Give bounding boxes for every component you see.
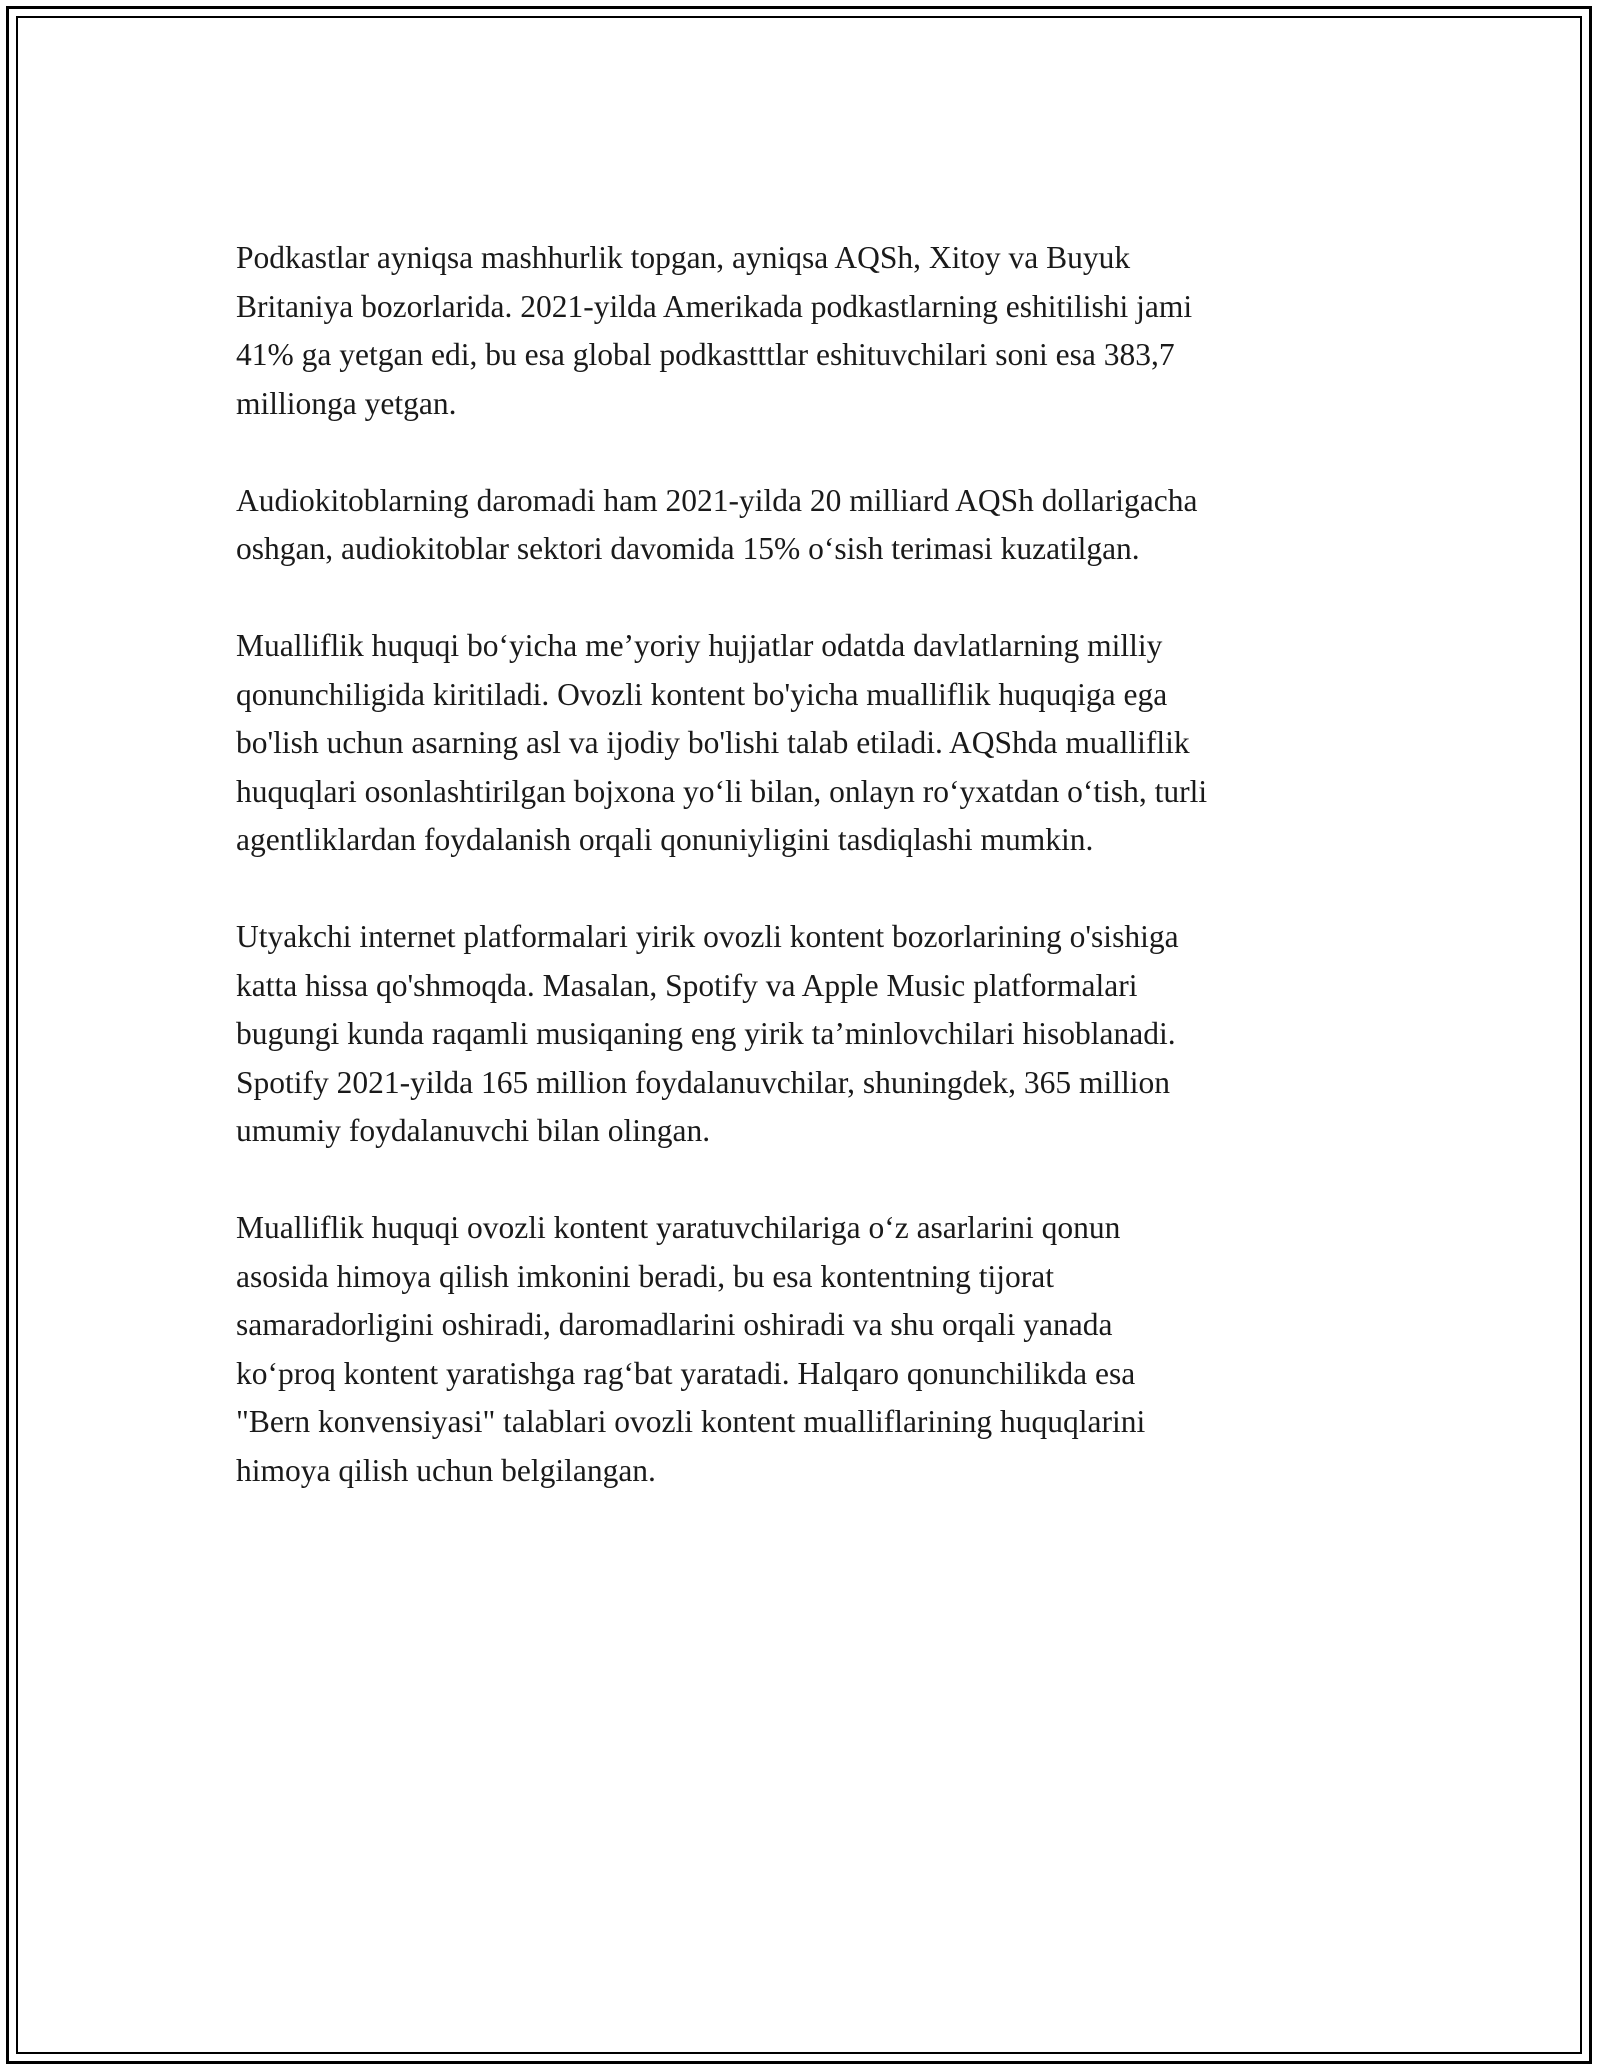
paragraph-copyright-benefits <box>236 1204 1386 1495</box>
text-line: qonunchiligida kiritiladi. Ovozli kontent bo'yicha mualliflik huquqiga ega <box>236 676 1168 712</box>
text-line: ko‘proq kontent yaratishga rag‘bat yaratadi. Halqaro qonunchilikda esa <box>236 1355 1136 1391</box>
text-line: himoya qilish uchun belgilangan. <box>236 1452 656 1488</box>
text-line: Spotify 2021-yilda 165 million foydalanuvchilar, shuningdek, 365 million <box>236 1064 1171 1100</box>
text-line: Britaniya bozorlarida. 2021-yilda Amerikada podkastlarning eshitilishi jami <box>236 288 1193 324</box>
text-line: Mualliflik huquqi bo‘yicha me’yoriy hujjatlar odatda davlatlarning milliy <box>236 628 1163 663</box>
text-line: katta hissa qo'shmoqda. Masalan, Spotify va Apple Music platformalari <box>236 967 1138 1003</box>
text-line: Utyakchi internet platformalari yirik ovozli kontent bozorlarining o'sishiga <box>236 919 1179 954</box>
text-line: samaradorligini oshiradi, daromadlarini oshiradi va shu orqali yanada <box>236 1307 1113 1342</box>
paragraph-platforms <box>236 913 1386 1156</box>
text-line: bugungi kunda raqamli musiqaning eng yirik ta’minlovchilari hisoblanadi. <box>236 1016 1176 1051</box>
text-line: Mualliflik huquqi ovozli kontent yaratuvchilariga o‘z asarlarini qonun <box>236 1210 1121 1245</box>
paragraph-podcasts <box>236 234 1386 428</box>
text-line: umumiy foydalanuvchi bilan olingan. <box>236 1113 711 1148</box>
text-line: oshgan, audiokitoblar sektori davomida 15% o‘sish terimasi kuzatilgan. <box>236 531 1140 566</box>
document-body <box>236 234 1386 1544</box>
text-line: asosida himoya qilish imkonini beradi, bu esa kontentning tijorat <box>236 1258 1055 1294</box>
text-line: agentliklardan foydalanish orqali qonuniyligini tasdiqlashi mumkin. <box>236 822 1094 857</box>
text-line: Podkastlar ayniqsa mashhurlik topgan, ayniqsa AQSh, Xitoy va Buyuk <box>236 240 1131 275</box>
text-line: millionga yetgan. <box>236 385 457 421</box>
text-line: Audiokitoblarning daromadi ham 2021-yilda 20 milliard AQSh dollarigacha <box>236 482 1198 518</box>
text-line: 41% ga yetgan edi, bu esa global podkastttlar eshituvchilari soni esa 383,7 <box>236 337 1175 372</box>
text-line: "Bern konvensiyasi" talablari ovozli kontent mualliflarining huquqlarini <box>236 1404 1146 1439</box>
paragraph-copyright-regulations <box>236 622 1386 865</box>
text-line: huquqlari osonlashtirilgan bojxona yo‘li bilan, onlayn ro‘yxatdan o‘tish, turli <box>236 773 1208 809</box>
text-line: bo'lish uchun asarning asl va ijodiy bo'lishi talab etiladi. AQShda mualliflik <box>236 725 1190 760</box>
paragraph-audiobooks <box>236 477 1386 574</box>
